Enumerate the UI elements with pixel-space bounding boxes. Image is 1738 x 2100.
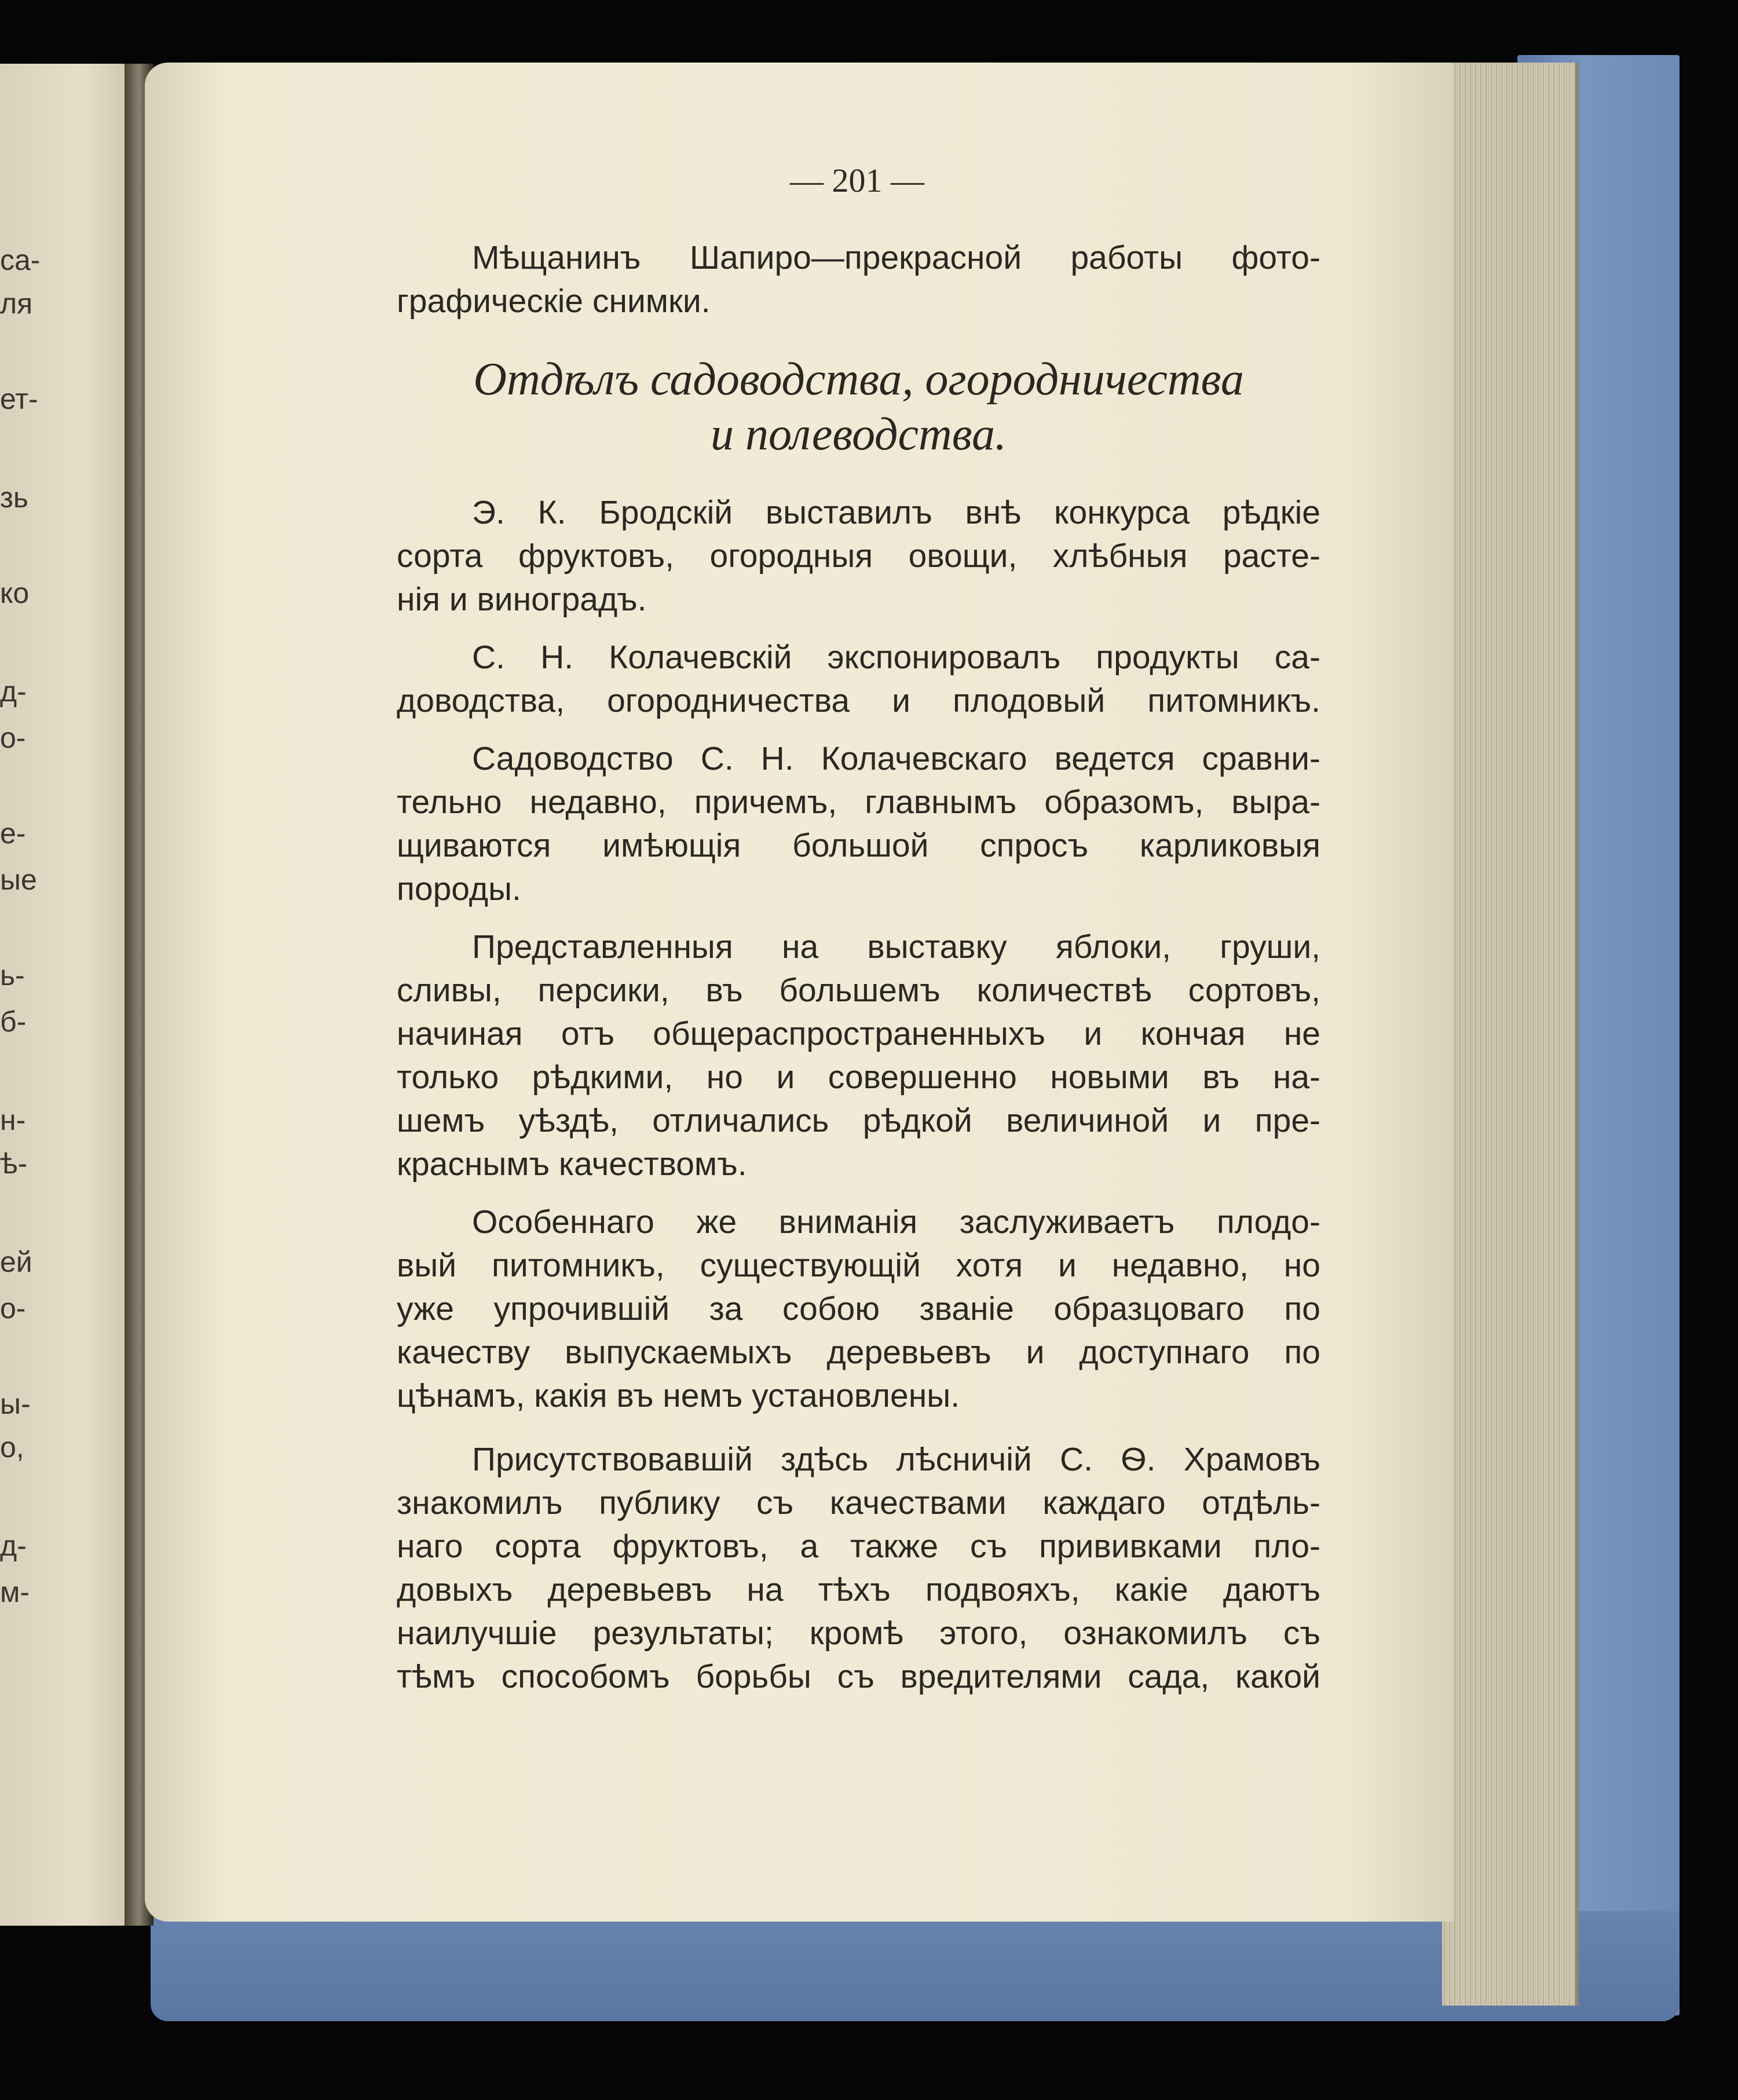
book-page [145, 63, 1454, 1922]
text-line: породы. [397, 870, 521, 908]
text-line: довыхъ деревьевъ на тѣхъ подвояхъ, какіе даютъ [397, 1571, 1320, 1608]
text-line: знакомилъ публику съ качествами каждаго отдѣль- [397, 1484, 1320, 1521]
left-fragment: м- [0, 1576, 30, 1608]
left-fragment: о, [0, 1431, 24, 1464]
left-fragment: д- [0, 1530, 27, 1562]
left-fragment: ѣ- [0, 1147, 28, 1180]
text-line: только рѣдкими, но и совершенно новыми въ на- [397, 1059, 1320, 1096]
text-line: начиная отъ общераспространенныхъ и кончая не [397, 1015, 1320, 1052]
left-fragment: ей [0, 1246, 32, 1278]
page-edges [1442, 63, 1579, 2006]
left-facing-page [0, 64, 139, 1926]
text-line: нія и виноградъ. [397, 581, 647, 618]
left-fragment: ь- [0, 959, 25, 992]
left-fragment: о- [0, 1292, 26, 1325]
text-line: наилучшіе результаты; кромѣ этого, ознакомилъ съ [397, 1615, 1320, 1652]
text-line: тельно недавно, причемъ, главнымъ образомъ, выра- [397, 784, 1320, 821]
text-line: Присутствовавшій здѣсь лѣсничій С. Ѳ. Храмовъ [472, 1441, 1320, 1478]
page-number: — 201 — [790, 162, 924, 199]
text-line: уже упрочившій за собою званіе образцоваго по [397, 1290, 1320, 1327]
left-fragment: н- [0, 1104, 26, 1136]
text-line: цѣнамъ, какія въ немъ установлены. [397, 1377, 960, 1414]
text-line: Мѣщанинъ Шапиро—прекрасной работы фото- [472, 239, 1320, 276]
left-fragment: д- [0, 675, 27, 708]
text-line: С. Н. Колачевскій экспонировалъ продукты са- [472, 639, 1320, 676]
section-heading: и полеводства. [711, 409, 1007, 460]
left-fragment: о- [0, 722, 26, 754]
text-line: сорта фруктовъ, огородныя овощи, хлѣбныя расте- [397, 537, 1320, 575]
text-line: тѣмъ способомъ борьбы съ вредителями сада, какой [397, 1658, 1320, 1695]
text-line: графическіе снимки. [397, 283, 711, 320]
left-fragment: ко [0, 577, 30, 609]
left-fragment: б- [0, 1005, 27, 1038]
left-fragment: ые [0, 864, 37, 896]
text-line: щиваются имѣющія большой спросъ карликовыя [397, 827, 1320, 864]
left-fragment: зь [0, 481, 28, 514]
text-line: Особеннаго же вниманія заслуживаетъ плодо- [472, 1203, 1320, 1241]
text-line: наго сорта фруктовъ, а также съ прививками пло- [397, 1528, 1320, 1565]
text-line: шемъ уѣздѣ, отличались рѣдкой величиной и пре- [397, 1102, 1320, 1139]
section-heading: Отдѣлъ садоводства, огородничества [473, 354, 1244, 405]
text-line: доводства, огородничества и плодовый питомникъ. [397, 682, 1320, 719]
left-fragment: ля [0, 287, 33, 320]
left-fragment: са- [0, 244, 41, 276]
left-fragment: е- [0, 817, 26, 850]
text-line: сливы, персики, въ большемъ количествѣ сортовъ, [397, 972, 1320, 1009]
left-fragment: ы- [0, 1388, 31, 1420]
text-line: Садоводство С. Н. Колачевскаго ведется сравни- [472, 740, 1320, 777]
text-line: краснымъ качествомъ. [397, 1146, 747, 1183]
text-line: качеству выпускаемыхъ деревьевъ и доступнаго по [397, 1334, 1320, 1371]
text-line: Э. К. Бродскій выставилъ внѣ конкурса рѣдкіе [472, 494, 1320, 531]
text-line: вый питомникъ, существующій хотя и недавно, но [397, 1247, 1320, 1284]
text-line: Представленныя на выставку яблоки, груши, [472, 928, 1320, 965]
left-fragment: ет- [0, 383, 38, 415]
